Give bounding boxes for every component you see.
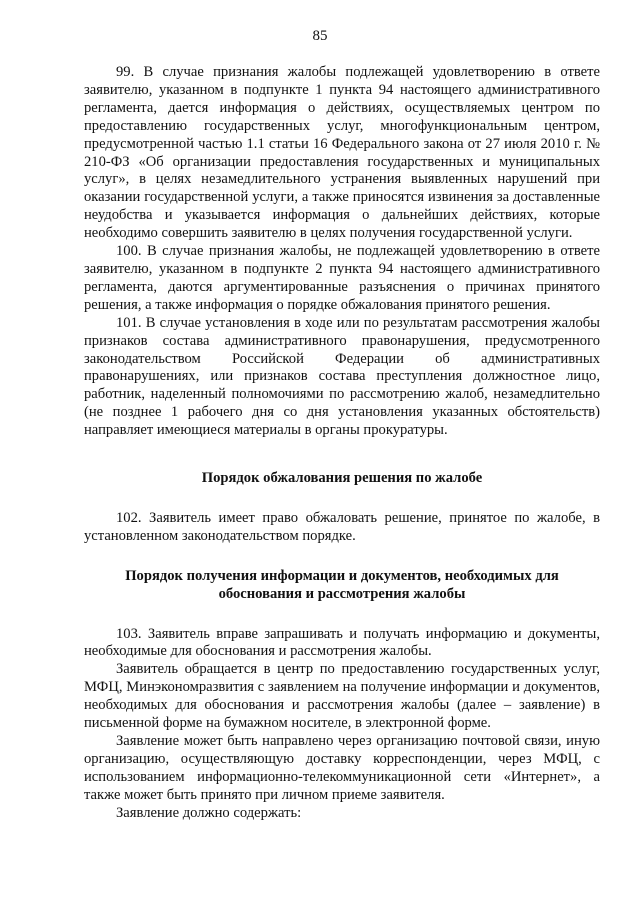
page-body — [84, 64, 600, 823]
section-heading-line-1: Порядок получения информации и документов, необходимых для — [125, 567, 559, 584]
page-number: 85 — [312, 28, 328, 44]
paragraph-100: 100. В случае признания жалобы, не подлежащей удовлетворению в ответе заявителю, указанном в подпункте 2 пункта 94 настоящего административного регламента, даются аргументированные разъяснения о причинах принятого решения, а также информация о порядке обжалования принятого решения. — [84, 243, 600, 313]
paragraph-statement-contents: Заявление должно содержать: — [116, 804, 302, 821]
paragraph-101: 101. В случае установления в ходе или по результатам рассмотрения жалобы признаков состава административного правонарушения, предусмотренного законодательством Российской Федерации об административных правонарушениях, или признаков состава преступления должностное лицо, работник, наделенный полномочиями по рассмотрению жалоб, незамедлительно (не позднее 1 рабочего дня со дня установления указанных обстоятельств) направляет имеющиеся материалы в органы прокуратуры. — [84, 314, 600, 439]
paragraph-applicant-request: Заявитель обращается в центр по предоставлению государственных услуг, МФЦ, Минэкономразвития с заявлением на получение информации и документов, необходимых для обоснования и рассмотрения жалобы (далее – заявление) в письменной форме на бумажном носителе, в электронной форме. — [84, 661, 600, 732]
paragraph-statement-submission: Заявление может быть направлено через организацию почтовой связи, иную организацию, осуществляющую доставку корреспонденции, через МФЦ, с использованием информационно-телекоммуникационной сети «Интернет», а также может быть принято при личном приеме заявителя. — [84, 733, 600, 803]
section-heading-obtaining-information — [84, 568, 600, 604]
section-heading-appeal-decision: Порядок обжалования решения по жалобе — [201, 470, 483, 487]
paragraph-99: 99. В случае признания жалобы подлежащей удовлетворению в ответе заявителю, указанном в подпункте 1 пункта 94 настоящего административного регламента, дается информация о действиях, осуществляемых центром по предоставлению государственных услуг, многофункциональным центром, предусмотренной частью 1.1 статьи 16 Федерального закона от 27 июля 2010 г. № 210-ФЗ «Об организации предоставления государственных и муниципальных услуг», в целях незамедлительного устранения выявленных нарушений при оказании государственной услуги, а также приносятся извинения за доставленные неудобства и указывается информация о дальнейших действиях, которые необходимо совершить заявителю в целях получения государственной услуги. — [84, 64, 600, 242]
paragraph-103: 103. Заявитель вправе запрашивать и получать информацию и документы, необходимые для обоснования и рассмотрения жалобы. — [84, 625, 600, 660]
section-heading-line-2: обоснования и рассмотрения жалобы — [218, 585, 466, 602]
paragraph-102: 102. Заявитель имеет право обжаловать решение, принятое по жалобе, в установленном законодательством порядке. — [84, 509, 600, 544]
